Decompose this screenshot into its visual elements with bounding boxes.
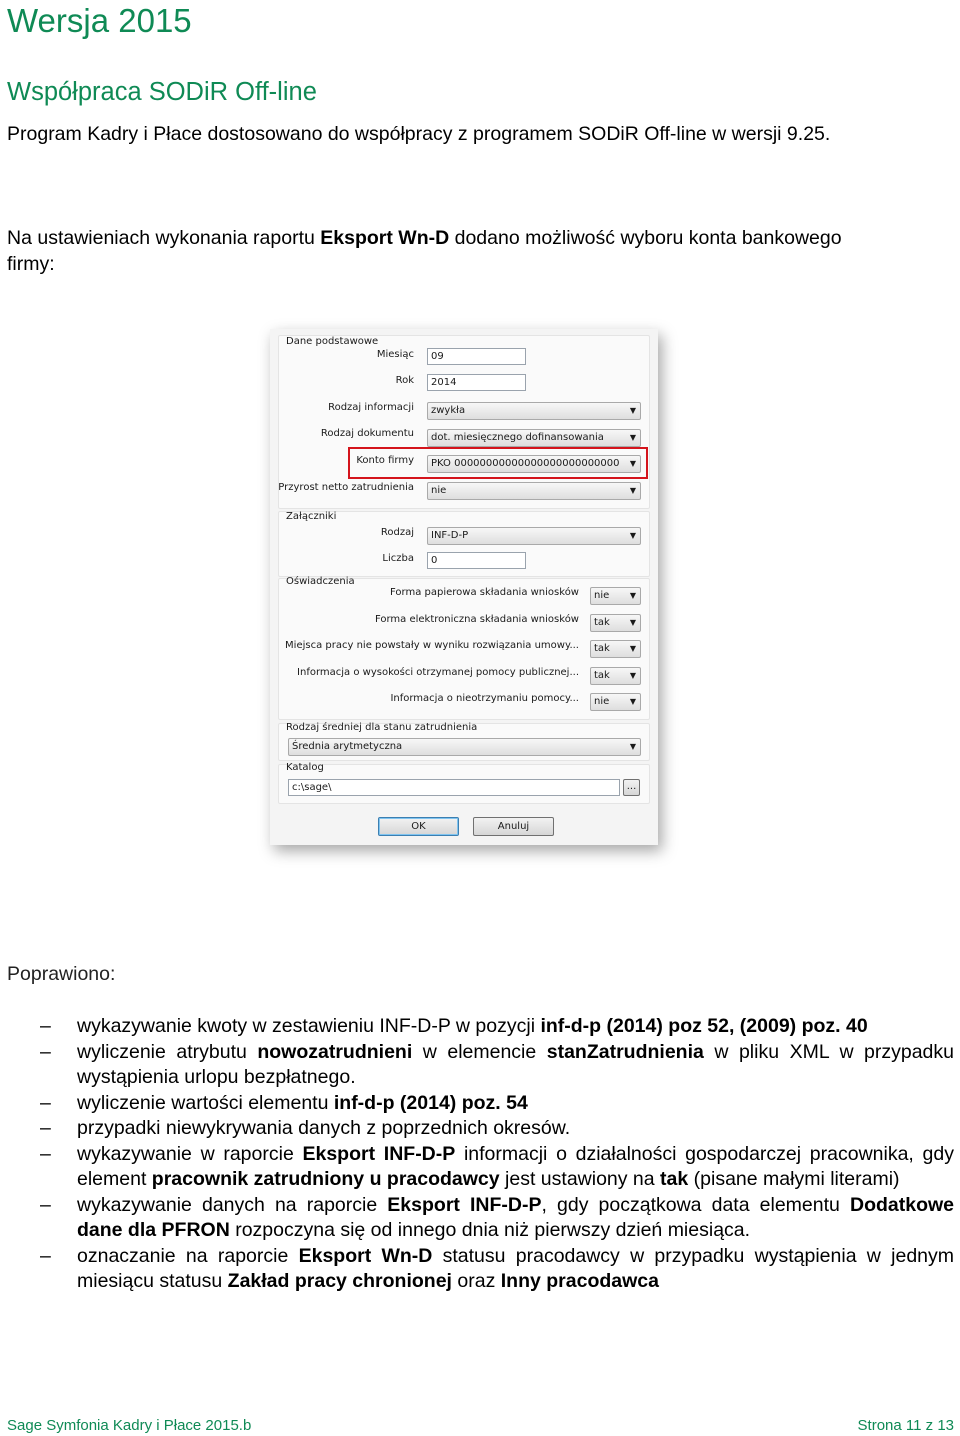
list-item bbox=[0, 1014, 954, 1040]
chevron-down-icon: ▼ bbox=[629, 531, 636, 540]
text: oraz bbox=[451, 1270, 501, 1292]
account-select[interactable] bbox=[427, 455, 641, 473]
declaration-label: Miejsca pracy nie powstały w wyniku rozwiązania umowy... bbox=[285, 640, 579, 652]
text: wykazywanie w raporcie bbox=[77, 1142, 303, 1165]
select-value: Średnia arytmetyczna bbox=[292, 741, 403, 752]
text: wyliczenie wartości elementu bbox=[77, 1091, 334, 1114]
doc-type-label: Rodzaj dokumentu bbox=[320, 428, 414, 439]
dash-bullet-icon: – bbox=[40, 1040, 51, 1063]
text: w pliku XML w przypadku wystąpienia urlopu bezpłatnego. bbox=[77, 1040, 955, 1088]
bold-text: Eksport INF-D-P bbox=[387, 1193, 542, 1216]
export-settings-dialog bbox=[270, 329, 658, 845]
declaration-label: Informacja o nieotrzymaniu pomocy... bbox=[390, 693, 579, 705]
chevron-down-icon: ▼ bbox=[629, 591, 636, 600]
attach-type-select[interactable] bbox=[427, 527, 641, 545]
bold-text: tak bbox=[660, 1168, 689, 1190]
select-value: tak bbox=[594, 643, 610, 655]
declaration-select[interactable] bbox=[590, 587, 641, 605]
chevron-down-icon: ▼ bbox=[629, 459, 636, 468]
declaration-label: Forma papierowa składania wniosków bbox=[390, 587, 579, 598]
dash-bullet-icon: – bbox=[40, 1117, 51, 1139]
growth-select[interactable] bbox=[427, 482, 641, 500]
select-value: tak bbox=[594, 669, 610, 681]
cancel-button[interactable]: Anuluj bbox=[473, 817, 554, 836]
bold-text: Eksport INF-D-P bbox=[302, 1142, 456, 1165]
chevron-down-icon: ▼ bbox=[629, 486, 636, 495]
info-type-select[interactable] bbox=[427, 402, 641, 420]
chevron-down-icon: ▼ bbox=[629, 617, 636, 627]
text: rozpoczyna się od innego dnia niż pierwszy dzień miesiąca. bbox=[229, 1219, 751, 1241]
growth-label: Przyrost netto zatrudnienia bbox=[278, 482, 414, 493]
group-dir-title: Katalog bbox=[286, 762, 324, 773]
attach-type-label: Rodzaj bbox=[380, 527, 414, 538]
dash-bullet-icon: – bbox=[40, 1015, 51, 1037]
bold-text: Dodatkowe dane dla PFRON bbox=[77, 1193, 954, 1241]
ok-button[interactable]: OK bbox=[378, 817, 459, 836]
declaration-select[interactable] bbox=[590, 640, 641, 658]
avg-select[interactable] bbox=[288, 738, 641, 756]
month-label: Miesiąc bbox=[376, 349, 414, 360]
dash-bullet-icon: – bbox=[40, 1244, 51, 1267]
browse-button[interactable]: ... bbox=[623, 779, 640, 796]
select-value: nie bbox=[594, 590, 610, 601]
declaration-label: Informacja o wysokości otrzymanej pomocy publicznej... bbox=[297, 666, 579, 678]
doc-type-select[interactable] bbox=[427, 429, 641, 447]
chevron-down-icon: ▼ bbox=[629, 670, 636, 680]
select-value: INF-D-P bbox=[431, 530, 469, 541]
group-decl-title: Oświadczenia bbox=[286, 576, 355, 587]
account-paragraph bbox=[7, 225, 957, 277]
account-label: Konto firmy bbox=[356, 455, 414, 466]
bold-text: Eksport Wn-D bbox=[298, 1244, 433, 1267]
declaration-select[interactable] bbox=[590, 667, 641, 685]
bold-text: nowozatrudnieni bbox=[257, 1040, 413, 1063]
month-input[interactable]: 09 bbox=[427, 348, 526, 365]
select-value: zwykła bbox=[431, 405, 466, 416]
text: przypadki niewykrywania danych z poprzednich okresów. bbox=[77, 1117, 571, 1139]
text: statusu pracodawcy w przypadku wystąpienia w jednym miesiącu statusu bbox=[77, 1244, 955, 1292]
attach-count-input[interactable]: 0 bbox=[427, 552, 526, 569]
list-item bbox=[0, 1244, 954, 1295]
select-value: dot. miesięcznego dofinansowania bbox=[431, 432, 604, 443]
para-text: Na ustawieniach wykonania raportu bbox=[7, 227, 321, 249]
declaration-label: Forma elektroniczna składania wniosków bbox=[374, 613, 579, 625]
select-value: nie bbox=[431, 485, 447, 496]
para-bold: Eksport Wn-D bbox=[320, 227, 450, 249]
dash-bullet-icon: – bbox=[40, 1193, 51, 1216]
para-text: dodano możliwość wyboru konta bankowego bbox=[449, 227, 842, 249]
dir-input[interactable]: c:\sage\ bbox=[288, 779, 620, 796]
chevron-down-icon: ▼ bbox=[629, 697, 636, 707]
declaration-select[interactable] bbox=[590, 693, 641, 711]
footer-left: Sage Symfonia Kadry i Płace 2015.b bbox=[7, 1417, 252, 1434]
text: wykazywanie danych na raporcie bbox=[77, 1193, 388, 1216]
list-item bbox=[0, 1142, 954, 1193]
fixed-list bbox=[0, 1014, 954, 1295]
bold-text: pracownik zatrudniony u pracodawcy bbox=[151, 1168, 500, 1190]
text: jest ustawiony na bbox=[499, 1168, 661, 1190]
group-avg-title: Rodzaj średniej dla stanu zatrudnienia bbox=[286, 722, 478, 733]
dash-bullet-icon: – bbox=[40, 1142, 51, 1165]
text: (pisane małymi literami) bbox=[688, 1168, 900, 1190]
select-value: tak bbox=[594, 616, 610, 628]
list-item bbox=[0, 1116, 954, 1142]
list-item bbox=[0, 1040, 954, 1091]
bold-text: inf-d-p (2014) poz 52, (2009) poz. 40 bbox=[540, 1015, 868, 1037]
select-value: nie bbox=[594, 696, 610, 708]
list-item bbox=[0, 1193, 954, 1244]
info-type-label: Rodzaj informacji bbox=[328, 402, 414, 413]
text: wyliczenie atrybutu bbox=[77, 1040, 258, 1063]
chevron-down-icon: ▼ bbox=[629, 406, 636, 415]
page-title: Wersja 2015 bbox=[7, 2, 192, 39]
bold-text: stanZatrudnienia bbox=[546, 1040, 704, 1063]
text: , gdy początkowa data elementu bbox=[541, 1193, 850, 1216]
bold-text: Inny pracodawca bbox=[500, 1270, 659, 1292]
text: wykazywanie kwoty w zestawieniu INF-D-P w pozycji bbox=[77, 1015, 541, 1037]
text: informacji o działalności gospodarczej pracownika, gdy element bbox=[77, 1142, 954, 1190]
text: oznaczanie na raporcie bbox=[77, 1244, 299, 1267]
intro-paragraph: Program Kadry i Płace dostosowano do współpracy z programem SODiR Off-line w wersji 9.25. bbox=[7, 123, 831, 145]
year-label: Rok bbox=[395, 375, 414, 386]
attach-count-label: Liczba bbox=[382, 553, 414, 564]
chevron-down-icon: ▼ bbox=[629, 742, 636, 751]
dash-bullet-icon: – bbox=[40, 1091, 51, 1114]
para-text: firmy: bbox=[7, 253, 55, 275]
declaration-select[interactable] bbox=[590, 614, 641, 632]
chevron-down-icon: ▼ bbox=[629, 433, 636, 442]
list-item bbox=[0, 1091, 954, 1117]
bold-text: inf-d-p (2014) poz. 54 bbox=[333, 1091, 528, 1114]
group-attach-title: Załączniki bbox=[286, 511, 337, 522]
year-input[interactable]: 2014 bbox=[427, 374, 526, 391]
fixed-heading: Poprawiono: bbox=[7, 963, 116, 985]
footer-right: Strona 11 z 13 bbox=[857, 1417, 954, 1434]
chevron-down-icon: ▼ bbox=[629, 644, 636, 654]
group-basic-title: Dane podstawowe bbox=[286, 336, 379, 347]
bold-text: Zakład pracy chronionej bbox=[227, 1270, 452, 1292]
section-heading: Współpraca SODiR Off-line bbox=[7, 78, 317, 106]
text: w elemencie bbox=[412, 1040, 547, 1063]
select-value: PKO 00000000000000000000000000 bbox=[431, 458, 620, 469]
